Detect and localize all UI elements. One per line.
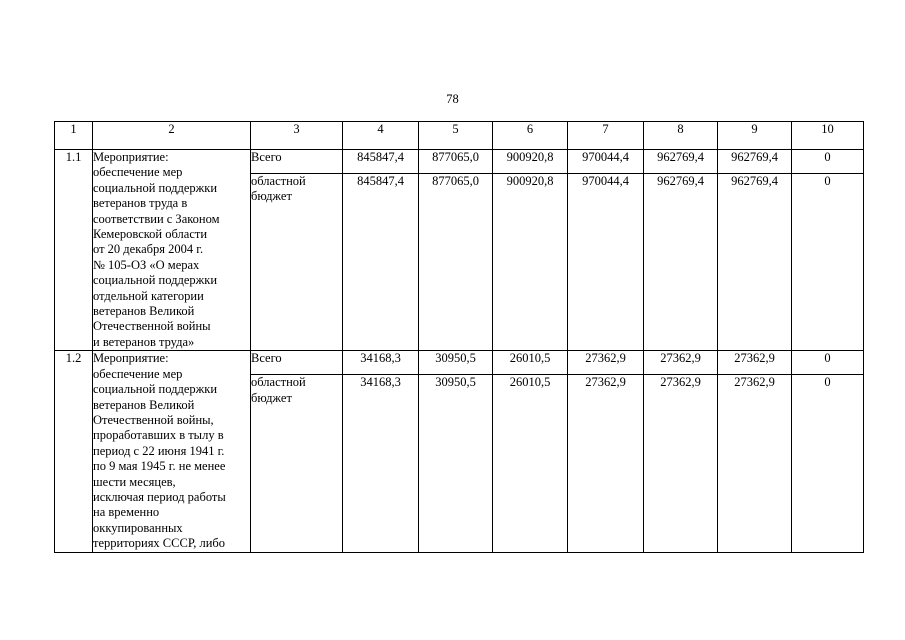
funding-source: областной бюджет xyxy=(251,174,343,351)
funding-source: Всего xyxy=(251,351,343,375)
table-cell: 27362,9 xyxy=(718,375,792,552)
column-header: 1 xyxy=(55,122,93,150)
activity-description: Мероприятие: обеспечение мер социальной поддержки ветеранов Великой Отечественной войны, проработавших в тылу в период с 22 июня 1941 г. по 9 мая 1945 г. не менее шести месяцев, исключая период работы на временно оккупированных территориях СССР, либо xyxy=(93,351,251,552)
table-cell: 27362,9 xyxy=(644,375,718,552)
table-cell: 34168,3 xyxy=(343,351,419,375)
table-cell: 845847,4 xyxy=(343,150,419,174)
page-number: 78 xyxy=(446,92,459,106)
table-cell: 0 xyxy=(792,150,864,174)
table-cell: 0 xyxy=(792,375,864,552)
budget-table xyxy=(54,121,864,553)
table-cell: 962769,4 xyxy=(644,150,718,174)
table-cell: 962769,4 xyxy=(644,174,718,351)
table-cell: 34168,3 xyxy=(343,375,419,552)
table-cell: 962769,4 xyxy=(718,174,792,351)
table-cell: 27362,9 xyxy=(568,351,644,375)
table-cell: 900920,8 xyxy=(493,150,568,174)
table-row xyxy=(55,150,864,174)
row-number: 1.1 xyxy=(55,150,93,351)
table-cell: 27362,9 xyxy=(718,351,792,375)
column-header: 8 xyxy=(644,122,718,150)
column-header: 4 xyxy=(343,122,419,150)
column-header: 3 xyxy=(251,122,343,150)
table-cell: 877065,0 xyxy=(419,150,493,174)
column-header-row xyxy=(55,122,864,150)
column-header: 10 xyxy=(792,122,864,150)
table-cell: 0 xyxy=(792,174,864,351)
funding-source: Всего xyxy=(251,150,343,174)
table-cell: 27362,9 xyxy=(644,351,718,375)
column-header: 9 xyxy=(718,122,792,150)
table-cell: 0 xyxy=(792,351,864,375)
table-cell: 845847,4 xyxy=(343,174,419,351)
table-cell: 26010,5 xyxy=(493,351,568,375)
table-row xyxy=(55,351,864,375)
row-number: 1.2 xyxy=(55,351,93,552)
table-cell: 26010,5 xyxy=(493,375,568,552)
activity-description: Мероприятие: обеспечение мер социальной поддержки ветеранов труда в соответствии с Законом Кемеровской области от 20 декабря 2004 г. № 105-ОЗ «О мерах социальной поддержки отдельной категории ветеранов Великой Отечественной войны и ветеранов труда» xyxy=(93,150,251,351)
table-cell: 27362,9 xyxy=(568,375,644,552)
column-header: 5 xyxy=(419,122,493,150)
funding-source: областной бюджет xyxy=(251,375,343,552)
table-cell: 877065,0 xyxy=(419,174,493,351)
table-cell: 900920,8 xyxy=(493,174,568,351)
table-cell: 30950,5 xyxy=(419,375,493,552)
table-cell: 970044,4 xyxy=(568,174,644,351)
column-header: 2 xyxy=(93,122,251,150)
column-header: 6 xyxy=(493,122,568,150)
column-header: 7 xyxy=(568,122,644,150)
table-cell: 30950,5 xyxy=(419,351,493,375)
table-cell: 970044,4 xyxy=(568,150,644,174)
table-cell: 962769,4 xyxy=(718,150,792,174)
